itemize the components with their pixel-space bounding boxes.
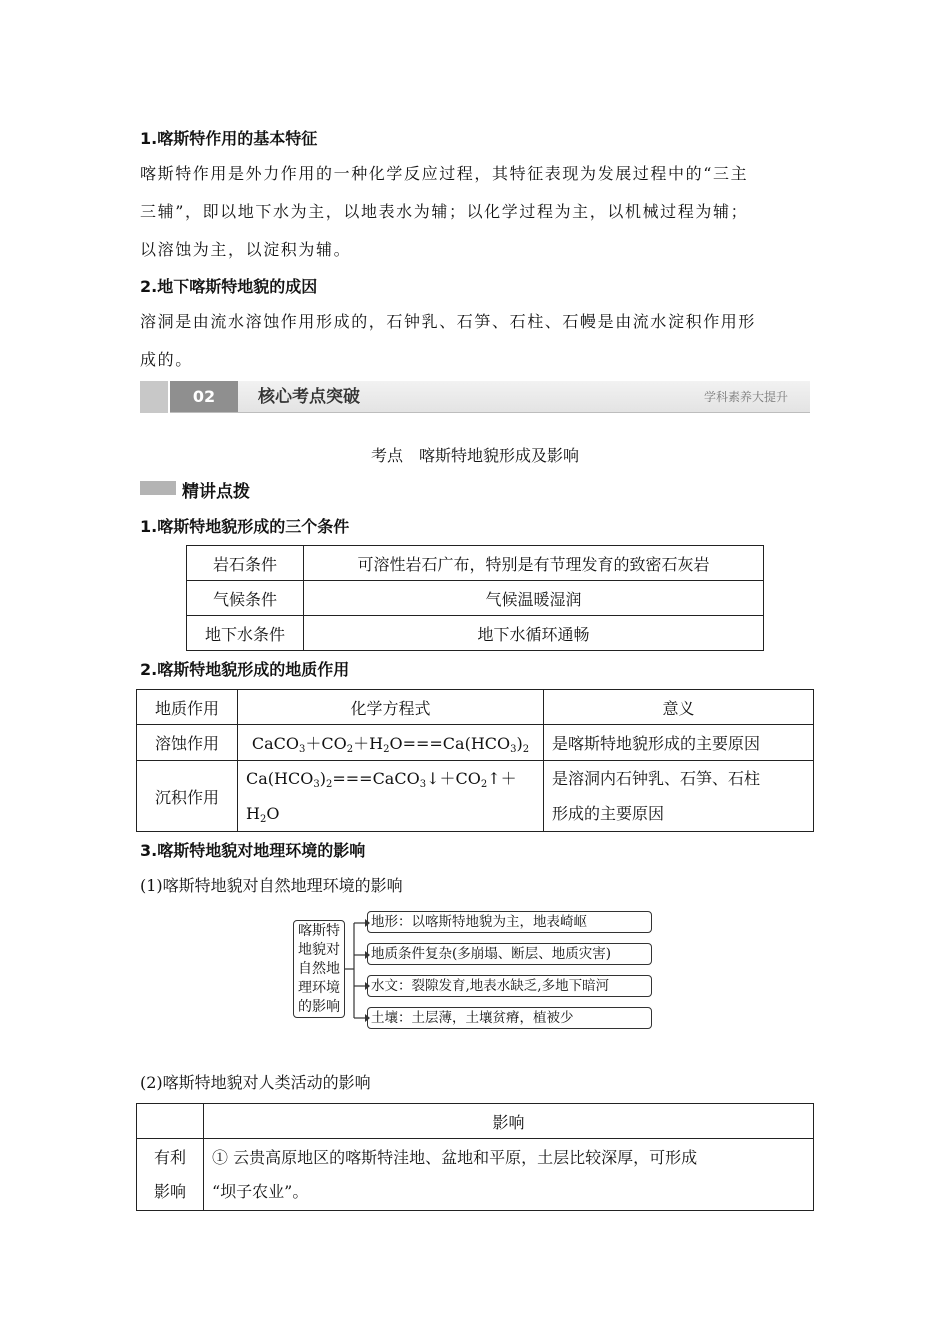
condition-value: 可溶性岩石广布，特别是有节理发育的致密石灰岩 [304,546,764,581]
label-line: 有利 [153,1147,186,1167]
header-cell: 意义 [544,690,814,725]
section-banner [140,381,810,413]
label-line: 影响 [153,1181,186,1201]
geology-table [136,689,814,832]
heading-geology: 2.喀斯特地貌形成的地质作用 [140,660,350,679]
header-cell: 影响 [204,1104,814,1139]
subsection-marker [140,481,176,495]
subsection-title: 精讲点拨 [182,482,250,502]
para-line: 溶洞是由流水溶蚀作用形成的，石钟乳、石笋、石柱、石幔是由流水淀积作用形 [140,312,757,331]
diagram-root-box [293,920,345,1018]
table-header-row [137,690,814,725]
para-line: 喀斯特作用是外力作用的一种化学反应过程，其特征表现为发展过程中的“三主 [140,164,749,183]
process-name: 溶蚀作用 [137,725,238,761]
banner-title: 核心考点突破 [258,387,360,407]
table-row [137,1139,814,1211]
topic-title: 考点 喀斯特地貌形成及影响 [370,446,579,465]
condition-value: 地下水循环通畅 [304,616,764,651]
table-row [137,725,814,761]
table-row [137,761,814,832]
content-line: ① 云贵高原地区的喀斯特洼地、盆地和平原，土层比较深厚，可形成 [212,1147,698,1167]
diagram-branch: 土壤：土层薄，土壤贫瘠，植被少 [367,1007,652,1029]
para-line: 以溶蚀为主，以淀积为辅。 [140,240,352,259]
process-meaning [544,761,814,832]
impact-sub2: (2)喀斯特地貌对人类活动的影响 [140,1073,371,1092]
impact-sub1: (1)喀斯特地貌对自然地理环境的影响 [140,876,403,895]
banner-number: 02 [170,381,238,413]
header-cell-empty [137,1104,204,1139]
equation-deposition: $Ca(HCO_3)_2===CaCO_3↓+CO_2↑+$ $H_2O$ [238,761,544,832]
equation-dissolution: $CaCO_3+CO_2+H_2O===Ca(HCO_3)_2$ [238,725,544,761]
process-name: 沉积作用 [137,761,238,832]
process-meaning: 是喀斯特地貌形成的主要原因 [544,725,814,761]
table-row [187,546,764,581]
condition-label: 岩石条件 [187,546,304,581]
para-karst-features [140,155,820,269]
root-line: 理环境 [298,980,340,996]
banner-left-stripe [140,381,168,413]
table-row [187,581,764,616]
row-content [204,1139,814,1211]
condition-label: 地下水条件 [187,616,304,651]
diagram-branch: 地形：以喀斯特地貌为主，地表崎岖 [367,911,652,933]
root-line: 地貌对 [298,942,340,958]
header-cell: 地质作用 [137,690,238,725]
human-impact-table [136,1103,814,1211]
conditions-table [186,545,764,651]
para-line: 成的。 [140,350,193,369]
root-line: 喀斯特 [298,923,340,939]
table-row [187,616,764,651]
condition-label: 气候条件 [187,581,304,616]
banner-right-text: 学科素养大提升 [703,390,788,404]
heading-underground-karst: 2.地下喀斯特地貌的成因 [140,277,318,296]
row-label [137,1139,204,1211]
root-line: 的影响 [298,999,340,1015]
para-underground-karst [140,303,820,379]
diagram-branch: 地质条件复杂(多崩塌、断层、地质灾害) [367,943,652,965]
banner-underline [170,412,810,413]
root-line: 自然地 [298,961,340,977]
meaning-line: 是溶洞内石钟乳、石笋、石柱 [552,769,761,788]
meaning-line: 形成的主要原因 [552,804,665,823]
heading-conditions: 1.喀斯特地貌形成的三个条件 [140,517,350,536]
condition-value: 气候温暖湿润 [304,581,764,616]
diagram-branch: 水文：裂隙发育,地表水缺乏,多地下暗河 [367,975,652,997]
para-line: 三辅”，即以地下水为主，以地表水为辅；以化学过程为主，以机械过程为辅； [140,202,749,221]
content-line: “坝子农业”。 [212,1181,309,1201]
heading-karst-features: 1.喀斯特作用的基本特征 [140,129,318,148]
table-header-row [137,1104,814,1139]
header-cell: 化学方程式 [238,690,544,725]
heading-impact: 3.喀斯特地貌对地理环境的影响 [140,841,366,860]
